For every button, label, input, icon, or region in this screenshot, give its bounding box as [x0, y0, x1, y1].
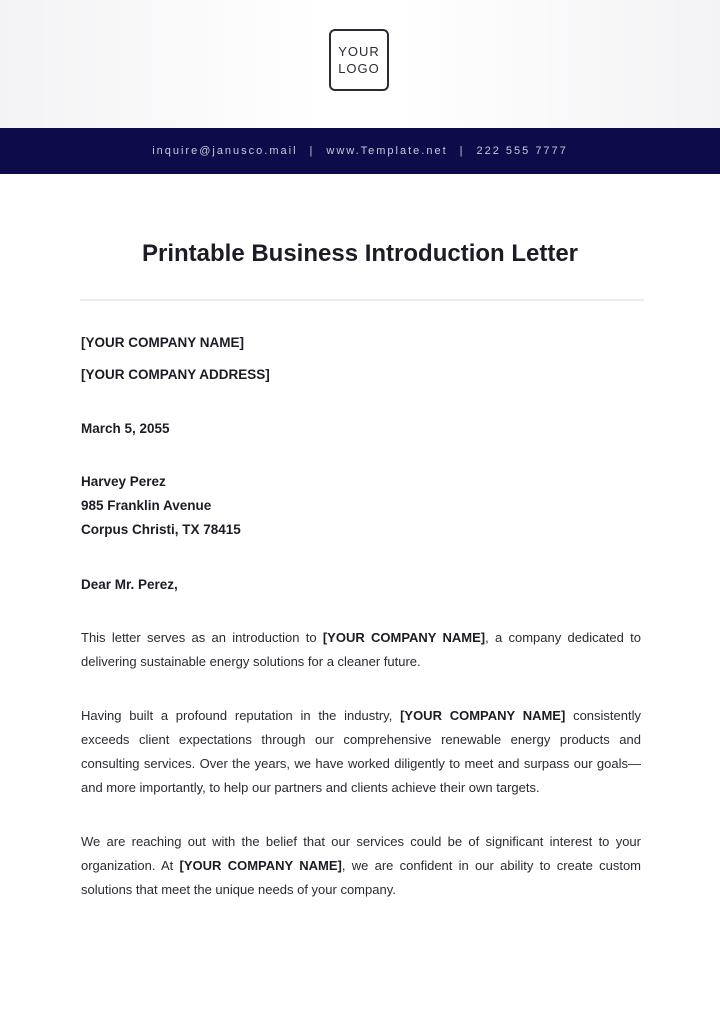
- recipient-city: Corpus Christi, TX 78415: [81, 522, 241, 537]
- letter-title: Printable Business Introduction Letter: [141, 240, 579, 267]
- paragraph-text: This letter serves as an introduction to: [81, 630, 323, 645]
- paragraph-outreach: [81, 830, 641, 902]
- company-name-placeholder: [YOUR COMPANY NAME]: [179, 858, 342, 873]
- paragraph-text: , we are confident in our ability to create custom solutions that meet the unique needs of your company.: [81, 858, 642, 897]
- contact-email: inquire@janusco.mail: [152, 145, 298, 157]
- recipient-name: Harvey Perez: [81, 474, 166, 489]
- sender-company-address: [YOUR COMPANY ADDRESS]: [81, 367, 270, 382]
- logo-placeholder: [329, 29, 389, 91]
- paragraph-text: Having built a profound reputation in the industry,: [81, 708, 401, 723]
- sender-company-name: [YOUR COMPANY NAME]: [81, 335, 245, 350]
- letter-date: March 5, 2055: [81, 421, 170, 436]
- paragraph-text: , a company dedicated to delivering sustainable energy solutions for a cleaner future.: [81, 630, 641, 669]
- contact-separator: |: [459, 145, 465, 157]
- contact-separator: |: [309, 145, 315, 157]
- company-name-placeholder: [YOUR COMPANY NAME]: [400, 708, 566, 723]
- paragraph-intro: [81, 626, 641, 674]
- company-name-placeholder: [YOUR COMPANY NAME]: [322, 630, 486, 645]
- paragraph-text: We are reaching out with the belief that our services could be of significant interest to your organization. At: [81, 834, 641, 873]
- title-divider: [80, 299, 644, 301]
- contact-bar: [0, 128, 720, 174]
- paragraph-text: consistently exceeds client expectations through our comprehensive renewable energy products and consulting services. Over the years, we have worked diligently to meet and surpass our goals—and more importantly, to help our partners and clients achieve their own targets.: [81, 708, 641, 795]
- logo-text-line1: YOUR: [338, 44, 380, 59]
- contact-website: www.Template.net: [326, 145, 448, 157]
- recipient-street: 985 Franklin Avenue: [81, 498, 212, 513]
- salutation: Dear Mr. Perez,: [81, 577, 178, 592]
- paragraph-reputation: [81, 704, 641, 800]
- contact-phone: 222 555 7777: [476, 145, 568, 157]
- logo-text-line2: LOGO: [338, 61, 380, 76]
